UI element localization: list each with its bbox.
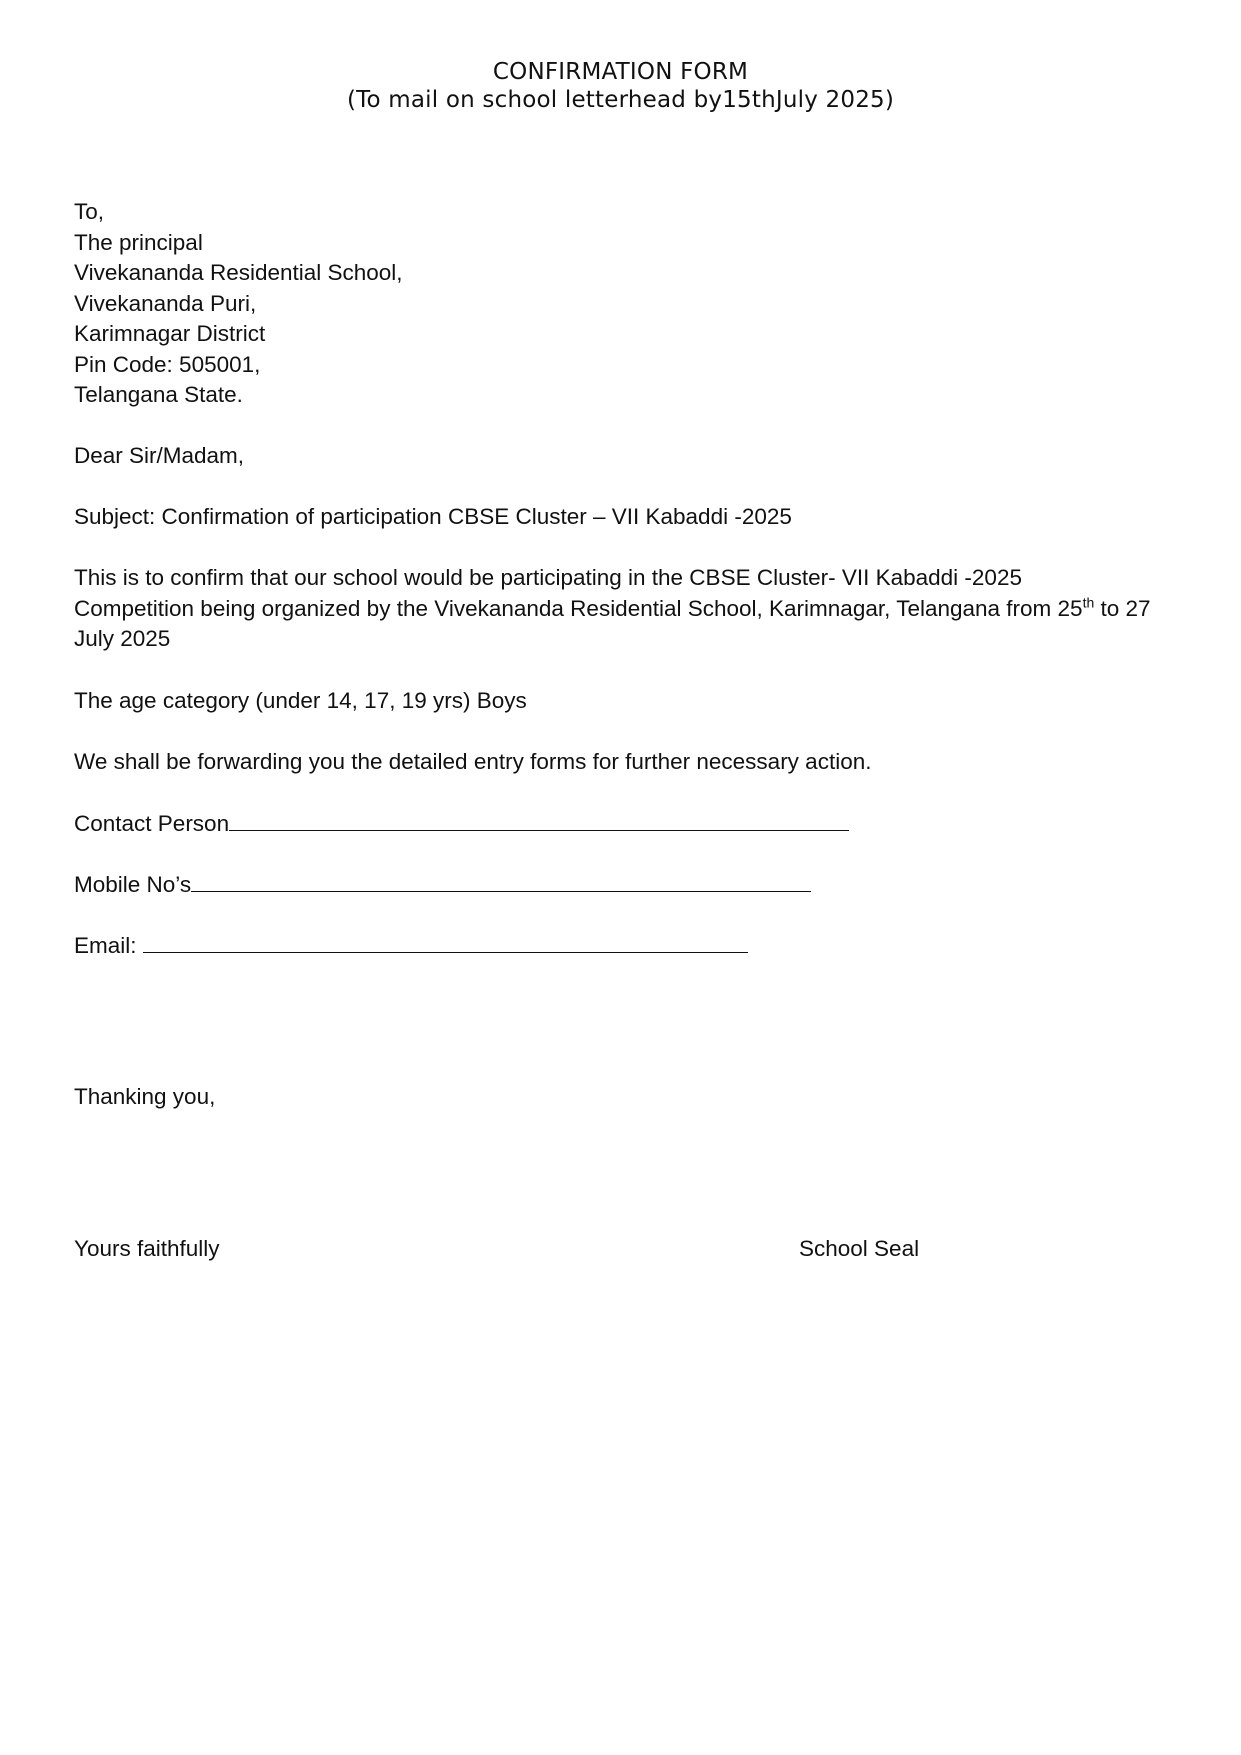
confirmation-line-2-end: to 27 xyxy=(1094,595,1151,621)
confirmation-line-1: This is to confirm that our school would be participating in the CBSE Cluster- VII Kabaddi -2025 xyxy=(74,565,1022,590)
contact-person-label: Contact Person xyxy=(74,811,230,836)
thanking-line: Thanking you, xyxy=(74,1084,216,1109)
form-header xyxy=(0,58,1241,114)
email-field xyxy=(74,930,748,962)
confirmation-line-2 xyxy=(74,594,1184,625)
recipient-address xyxy=(74,197,403,411)
email-blank[interactable] xyxy=(143,930,748,953)
age-category: The age category (under 14, 17, 19 yrs) Boys xyxy=(74,688,527,713)
address-line-3: Vivekananda Puri, xyxy=(74,290,257,316)
address-line-1: The principal xyxy=(74,229,203,255)
contact-person-blank[interactable] xyxy=(229,808,849,831)
address-line-2: Vivekananda Residential School, xyxy=(74,260,403,285)
address-line-5: Pin Code: 505001, xyxy=(74,351,261,377)
mobile-field xyxy=(74,869,811,901)
ordinal-suffix: th xyxy=(1082,594,1095,610)
form-title: CONFIRMATION FORM xyxy=(492,59,749,85)
yours-faithfully: Yours faithfully xyxy=(74,1236,220,1261)
subject-line: Subject: Confirmation of participation CBSE Cluster – VII Kabaddi -2025 xyxy=(74,504,792,529)
address-to: To, xyxy=(74,199,105,224)
mobile-label: Mobile No’s xyxy=(74,872,192,897)
address-line-4: Karimnagar District xyxy=(74,321,266,346)
contact-person-field xyxy=(74,808,849,840)
form-subtitle: (To mail on school letterhead by15thJuly 2025) xyxy=(346,87,895,113)
salutation: Dear Sir/Madam, xyxy=(74,443,245,468)
email-label: Email: xyxy=(74,933,143,958)
confirmation-line-3: July 2025 xyxy=(74,626,171,651)
confirmation-line-2-text: Competition being organized by the Vivekananda Residential School, Karimnagar, Telangana from 25 xyxy=(74,595,1083,621)
address-line-6: Telangana State. xyxy=(74,382,243,407)
mobile-blank[interactable] xyxy=(191,869,811,892)
forwarding-note: We shall be forwarding you the detailed entry forms for further necessary action. xyxy=(74,749,872,774)
confirmation-paragraph xyxy=(74,563,1184,655)
school-seal-label: School Seal xyxy=(799,1236,920,1261)
